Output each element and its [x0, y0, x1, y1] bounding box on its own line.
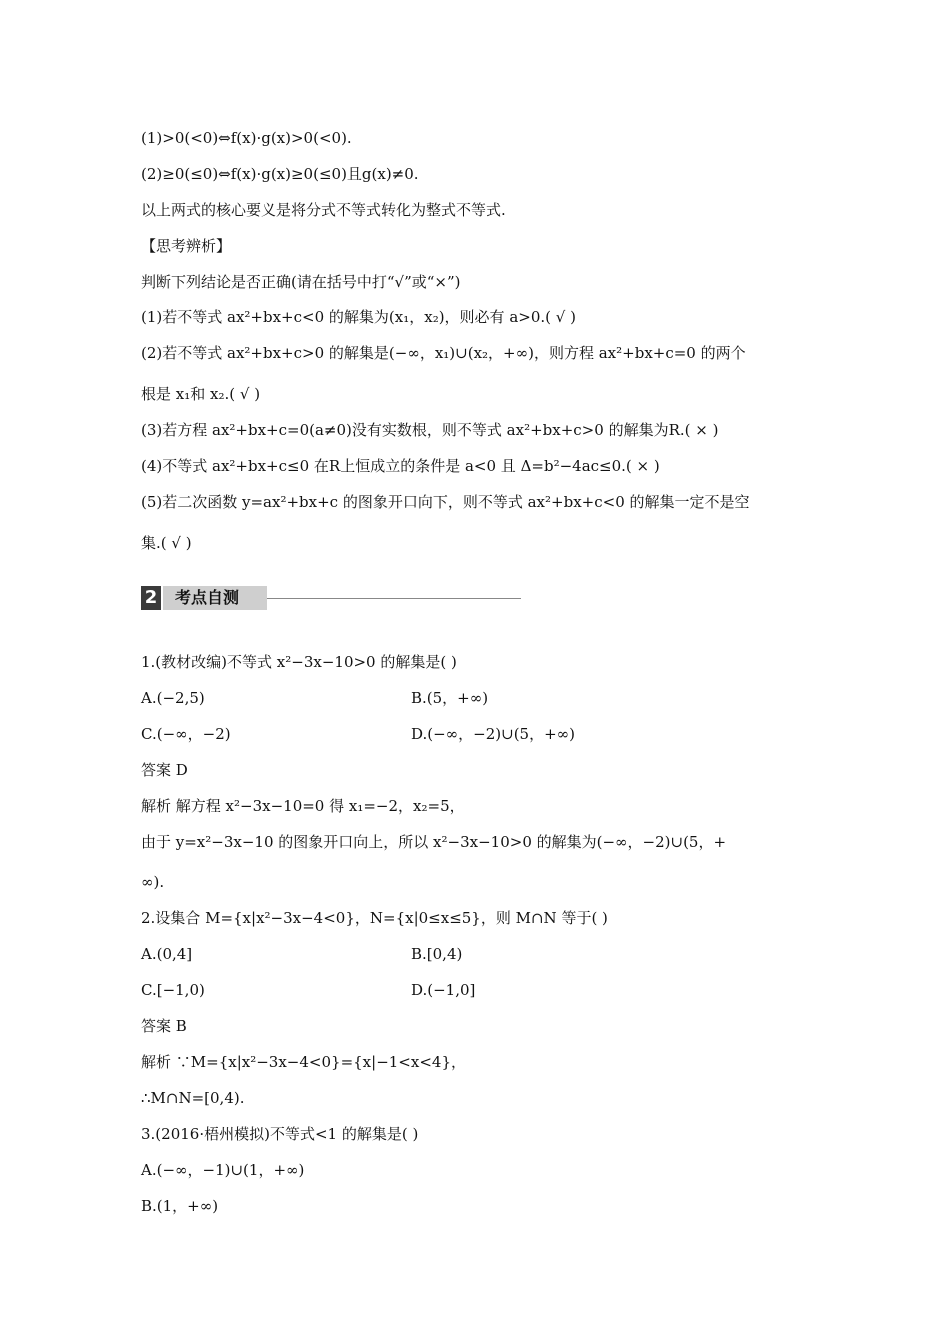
q3-stem: 3.(2016·梧州模拟)不等式<1 的解集是( )	[141, 1125, 419, 1143]
q1-option-c: C.(−∞，−2)	[141, 725, 231, 743]
q1-stem: 1.(教材改编)不等式 x²−3x−10>0 的解集是( )	[141, 653, 457, 671]
q3-option-a: A.(−∞，−1)∪(1，+∞)	[141, 1161, 305, 1179]
q1-option-b: B.(5，+∞)	[411, 689, 489, 707]
q1-analysis-3: ∞).	[141, 873, 165, 891]
q2-option-a: A.(0,4]	[141, 945, 193, 963]
theory-line-2: (2)≥0(≤0)⇔f(x)·g(x)≥0(≤0)且g(x)≠0.	[141, 165, 419, 183]
judge-item-4: (4)不等式 ax²+bx+c≤0 在R上恒成立的条件是 a<0 且 Δ=b²−4ac≤0.( × )	[141, 457, 660, 475]
q2-option-b: B.[0,4)	[411, 945, 463, 963]
q2-stem: 2.设集合 M={x|x²−3x−4<0}，N={x|0≤x≤5}，则 M∩N 等于( )	[141, 909, 608, 927]
theory-line-3: 以上两式的核心要义是将分式不等式转化为整式不等式.	[141, 201, 506, 219]
section-title: 考点自测	[163, 586, 267, 610]
q3-option-b: B.(1，+∞)	[141, 1197, 219, 1215]
q1-option-d: D.(−∞，−2)∪(5，+∞)	[411, 725, 576, 743]
judge-item-2-cont: 根是 x₁和 x₂.( √ )	[141, 385, 261, 403]
q2-option-c: C.[−1,0)	[141, 981, 205, 999]
judge-item-1: (1)若不等式 ax²+bx+c<0 的解集为(x₁，x₂)，则必有 a>0.( √ )	[141, 308, 576, 326]
q1-option-a: A.(−2,5)	[141, 689, 205, 707]
thinking-heading: 【思考辨析】	[141, 237, 232, 255]
section-number: 2	[141, 586, 161, 610]
q2-option-d: D.(−1,0]	[411, 981, 476, 999]
q2-answer: 答案 B	[141, 1017, 187, 1035]
q1-analysis-1: 解析 解方程 x²−3x−10=0 得 x₁=−2，x₂=5，	[141, 797, 465, 815]
judge-instruction: 判断下列结论是否正确(请在括号中打“√”或“×”)	[141, 273, 461, 291]
judge-item-3: (3)若方程 ax²+bx+c=0(a≠0)没有实数根，则不等式 ax²+bx+c>0 的解集为R.( × )	[141, 421, 719, 439]
q1-analysis-2: 由于 y=x²−3x−10 的图象开口向上，所以 x²−3x−10>0 的解集为(−∞，−2)∪(5，+	[141, 833, 727, 851]
judge-item-2: (2)若不等式 ax²+bx+c>0 的解集是(−∞，x₁)∪(x₂，+∞)，则方程 ax²+bx+c=0 的两个	[141, 344, 746, 362]
judge-item-5-cont: 集.( √ )	[141, 534, 192, 552]
section-header	[141, 586, 521, 610]
judge-item-5: (5)若二次函数 y=ax²+bx+c 的图象开口向下，则不等式 ax²+bx+c<0 的解集一定不是空	[141, 493, 750, 511]
q2-analysis-2: ∴M∩N=[0,4).	[141, 1089, 245, 1107]
q1-answer: 答案 D	[141, 761, 188, 779]
section-rule	[267, 598, 521, 599]
q2-analysis-1: 解析 ∵M={x|x²−3x−4<0}={x|−1<x<4}，	[141, 1053, 466, 1071]
theory-line-1: (1)>0(<0)⇔f(x)·g(x)>0(<0).	[141, 129, 352, 147]
